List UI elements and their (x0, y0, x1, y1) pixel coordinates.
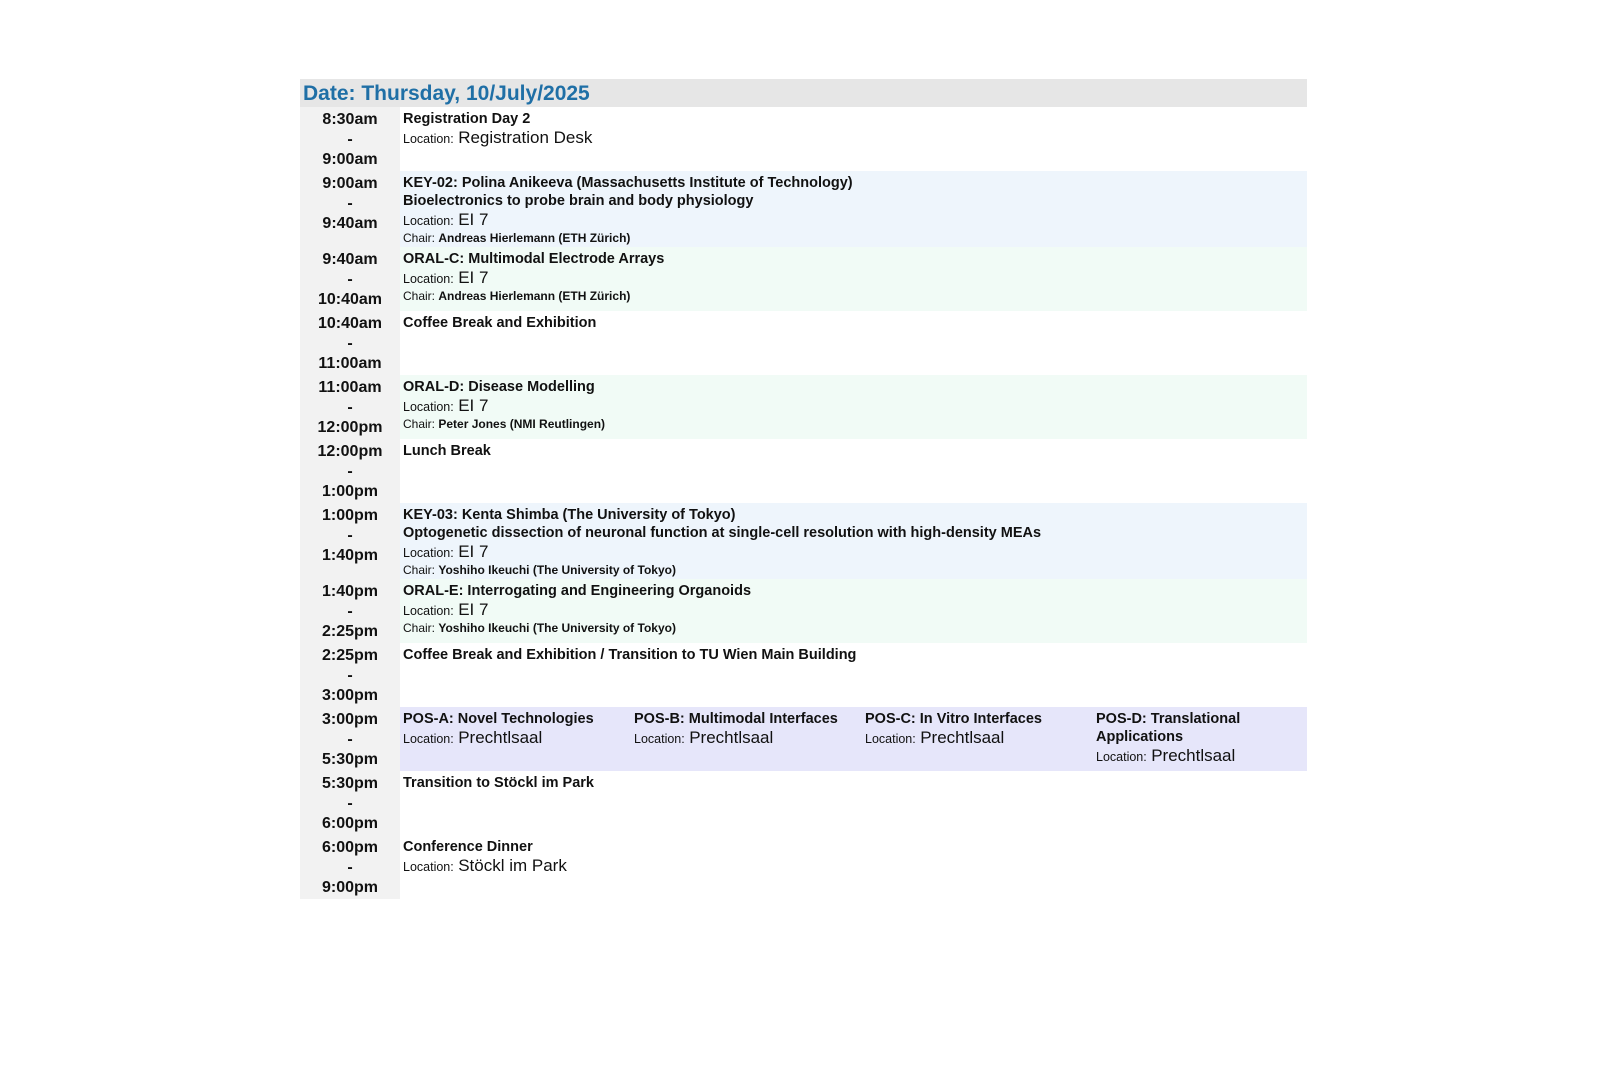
end-time: 1:40pm (321, 547, 379, 564)
end-time: 10:40am (317, 291, 383, 308)
session-row (300, 707, 1307, 771)
session-location (403, 728, 628, 749)
poster-sessions (403, 710, 1304, 767)
session-location (403, 542, 1304, 563)
location-label: Location: (1096, 750, 1147, 764)
location-label: Location: (865, 732, 916, 746)
talk-title: Optogenetic dissection of neuronal function at single-cell resolution with high-density MEAs (403, 525, 1042, 541)
session-details (400, 835, 1307, 899)
end-time: 1:00pm (321, 483, 379, 500)
location-value: Prechtlsaal (458, 728, 543, 747)
session-details (400, 247, 1307, 311)
time-slot (300, 107, 400, 171)
start-time: 6:00pm (321, 839, 379, 856)
poster-session (865, 710, 1096, 767)
time-slot (300, 247, 400, 311)
session-details (400, 311, 1307, 375)
session-details (400, 579, 1307, 643)
session-location (403, 396, 1304, 417)
location-label: Location: (403, 732, 454, 746)
session-title: ORAL-D: Disease Modelling (403, 379, 595, 395)
time-slot (300, 503, 400, 579)
session-chair (403, 231, 1304, 246)
time-separator: - (347, 731, 353, 748)
session-title: Conference Dinner (403, 839, 533, 855)
start-time: 1:00pm (321, 507, 379, 524)
time-separator: - (347, 527, 353, 544)
location-value: Prechtlsaal (689, 728, 774, 747)
start-time: 11:00am (318, 379, 382, 396)
time-separator: - (347, 463, 353, 480)
session-row (300, 311, 1307, 375)
session-location (403, 268, 1304, 289)
start-time: 3:00pm (321, 711, 379, 728)
session-location (634, 728, 859, 749)
end-time: 12:00pm (317, 419, 383, 436)
session-title: Transition to Stöckl im Park (403, 775, 594, 791)
chair-value: Andreas Hierlemann (ETH Zürich) (438, 289, 631, 303)
chair-label: Chair: (403, 563, 436, 577)
time-separator: - (347, 271, 353, 288)
location-label: Location: (634, 732, 685, 746)
location-label: Location: (403, 272, 454, 286)
location-label: Location: (403, 546, 454, 560)
end-time: 3:00pm (321, 687, 379, 704)
session-row (300, 579, 1307, 643)
time-separator: - (347, 859, 353, 876)
end-time: 9:40am (322, 215, 378, 232)
session-details (400, 503, 1307, 579)
session-location (403, 856, 1304, 877)
session-row (300, 107, 1307, 171)
location-value: EI 7 (458, 600, 489, 619)
session-details (400, 107, 1307, 171)
start-time: 12:00pm (317, 443, 383, 460)
location-label: Location: (403, 400, 454, 414)
session-details (400, 771, 1307, 835)
time-separator: - (347, 195, 353, 212)
session-row (300, 247, 1307, 311)
session-title: ORAL-C: Multimodal Electrode Arrays (403, 251, 665, 267)
chair-value: Yoshiho Ikeuchi (The University of Tokyo) (438, 563, 676, 577)
location-value: EI 7 (458, 210, 489, 229)
end-time: 6:00pm (321, 815, 379, 832)
end-time: 2:25pm (321, 623, 379, 640)
session-title: ORAL-E: Interrogating and Engineering Organoids (403, 583, 752, 599)
session-details (400, 171, 1307, 247)
session-title: POS-D: Translational Applications (1096, 711, 1241, 745)
session-title: Registration Day 2 (403, 111, 531, 127)
time-slot (300, 171, 400, 247)
location-value: Stöckl im Park (458, 856, 567, 875)
session-location (403, 128, 1304, 149)
end-time: 9:00pm (321, 879, 379, 896)
poster-session (634, 710, 865, 767)
start-time: 9:00am (322, 175, 378, 192)
session-chair (403, 289, 1304, 304)
start-time: 9:40am (322, 251, 378, 268)
session-title: KEY-02: Polina Anikeeva (Massachusetts Institute of Technology) (403, 175, 853, 191)
time-slot (300, 439, 400, 503)
session-location (403, 210, 1304, 231)
session-location (865, 728, 1090, 749)
session-row (300, 643, 1307, 707)
session-location (1096, 746, 1296, 767)
date-header: Date: Thursday, 10/July/2025 (300, 79, 1307, 107)
location-value: EI 7 (458, 268, 489, 287)
end-time: 11:00am (318, 355, 382, 372)
session-title: Coffee Break and Exhibition (403, 315, 597, 331)
time-separator: - (347, 795, 353, 812)
chair-value: Andreas Hierlemann (ETH Zürich) (438, 231, 631, 245)
time-separator: - (347, 399, 353, 416)
poster-session (403, 710, 634, 767)
time-slot (300, 771, 400, 835)
session-row (300, 439, 1307, 503)
session-location (403, 600, 1304, 621)
location-label: Location: (403, 604, 454, 618)
time-slot (300, 375, 400, 439)
session-details (400, 707, 1307, 771)
session-title: POS-B: Multimodal Interfaces (634, 711, 838, 727)
location-label: Location: (403, 860, 454, 874)
start-time: 2:25pm (321, 647, 379, 664)
chair-label: Chair: (403, 621, 436, 635)
chair-value: Yoshiho Ikeuchi (The University of Tokyo) (438, 621, 676, 635)
time-separator: - (347, 131, 353, 148)
session-details (400, 375, 1307, 439)
time-slot (300, 311, 400, 375)
time-separator: - (347, 667, 353, 684)
end-time: 9:00am (322, 151, 378, 168)
time-separator: - (347, 603, 353, 620)
end-time: 5:30pm (321, 751, 379, 768)
location-value: Registration Desk (458, 128, 593, 147)
schedule-table (300, 79, 1307, 899)
session-row (300, 503, 1307, 579)
start-time: 1:40pm (321, 583, 379, 600)
time-slot (300, 835, 400, 899)
time-slot (300, 643, 400, 707)
chair-value: Peter Jones (NMI Reutlingen) (438, 417, 606, 431)
time-slot (300, 707, 400, 771)
location-value: Prechtlsaal (920, 728, 1005, 747)
session-row (300, 835, 1307, 899)
start-time: 10:40am (317, 315, 383, 332)
time-separator: - (347, 335, 353, 352)
start-time: 5:30pm (321, 775, 379, 792)
start-time: 8:30am (322, 111, 378, 128)
location-value: EI 7 (458, 396, 489, 415)
chair-label: Chair: (403, 417, 436, 431)
session-chair (403, 563, 1304, 578)
session-details (400, 643, 1307, 707)
session-title: POS-C: In Vitro Interfaces (865, 711, 1042, 727)
session-title: KEY-03: Kenta Shimba (The University of Tokyo) (403, 507, 736, 523)
session-row (300, 375, 1307, 439)
session-title: Lunch Break (403, 443, 491, 459)
chair-label: Chair: (403, 289, 436, 303)
session-chair (403, 417, 1304, 432)
chair-label: Chair: (403, 231, 436, 245)
session-title: Coffee Break and Exhibition / Transition to TU Wien Main Building (403, 647, 857, 663)
session-row (300, 171, 1307, 247)
location-value: Prechtlsaal (1151, 746, 1236, 765)
location-label: Location: (403, 132, 454, 146)
time-slot (300, 579, 400, 643)
poster-session (1096, 710, 1296, 767)
location-value: EI 7 (458, 542, 489, 561)
talk-title: Bioelectronics to probe brain and body physiology (403, 193, 754, 209)
session-title: POS-A: Novel Technologies (403, 711, 594, 727)
session-row (300, 771, 1307, 835)
location-label: Location: (403, 214, 454, 228)
session-details (400, 439, 1307, 503)
session-chair (403, 621, 1304, 636)
